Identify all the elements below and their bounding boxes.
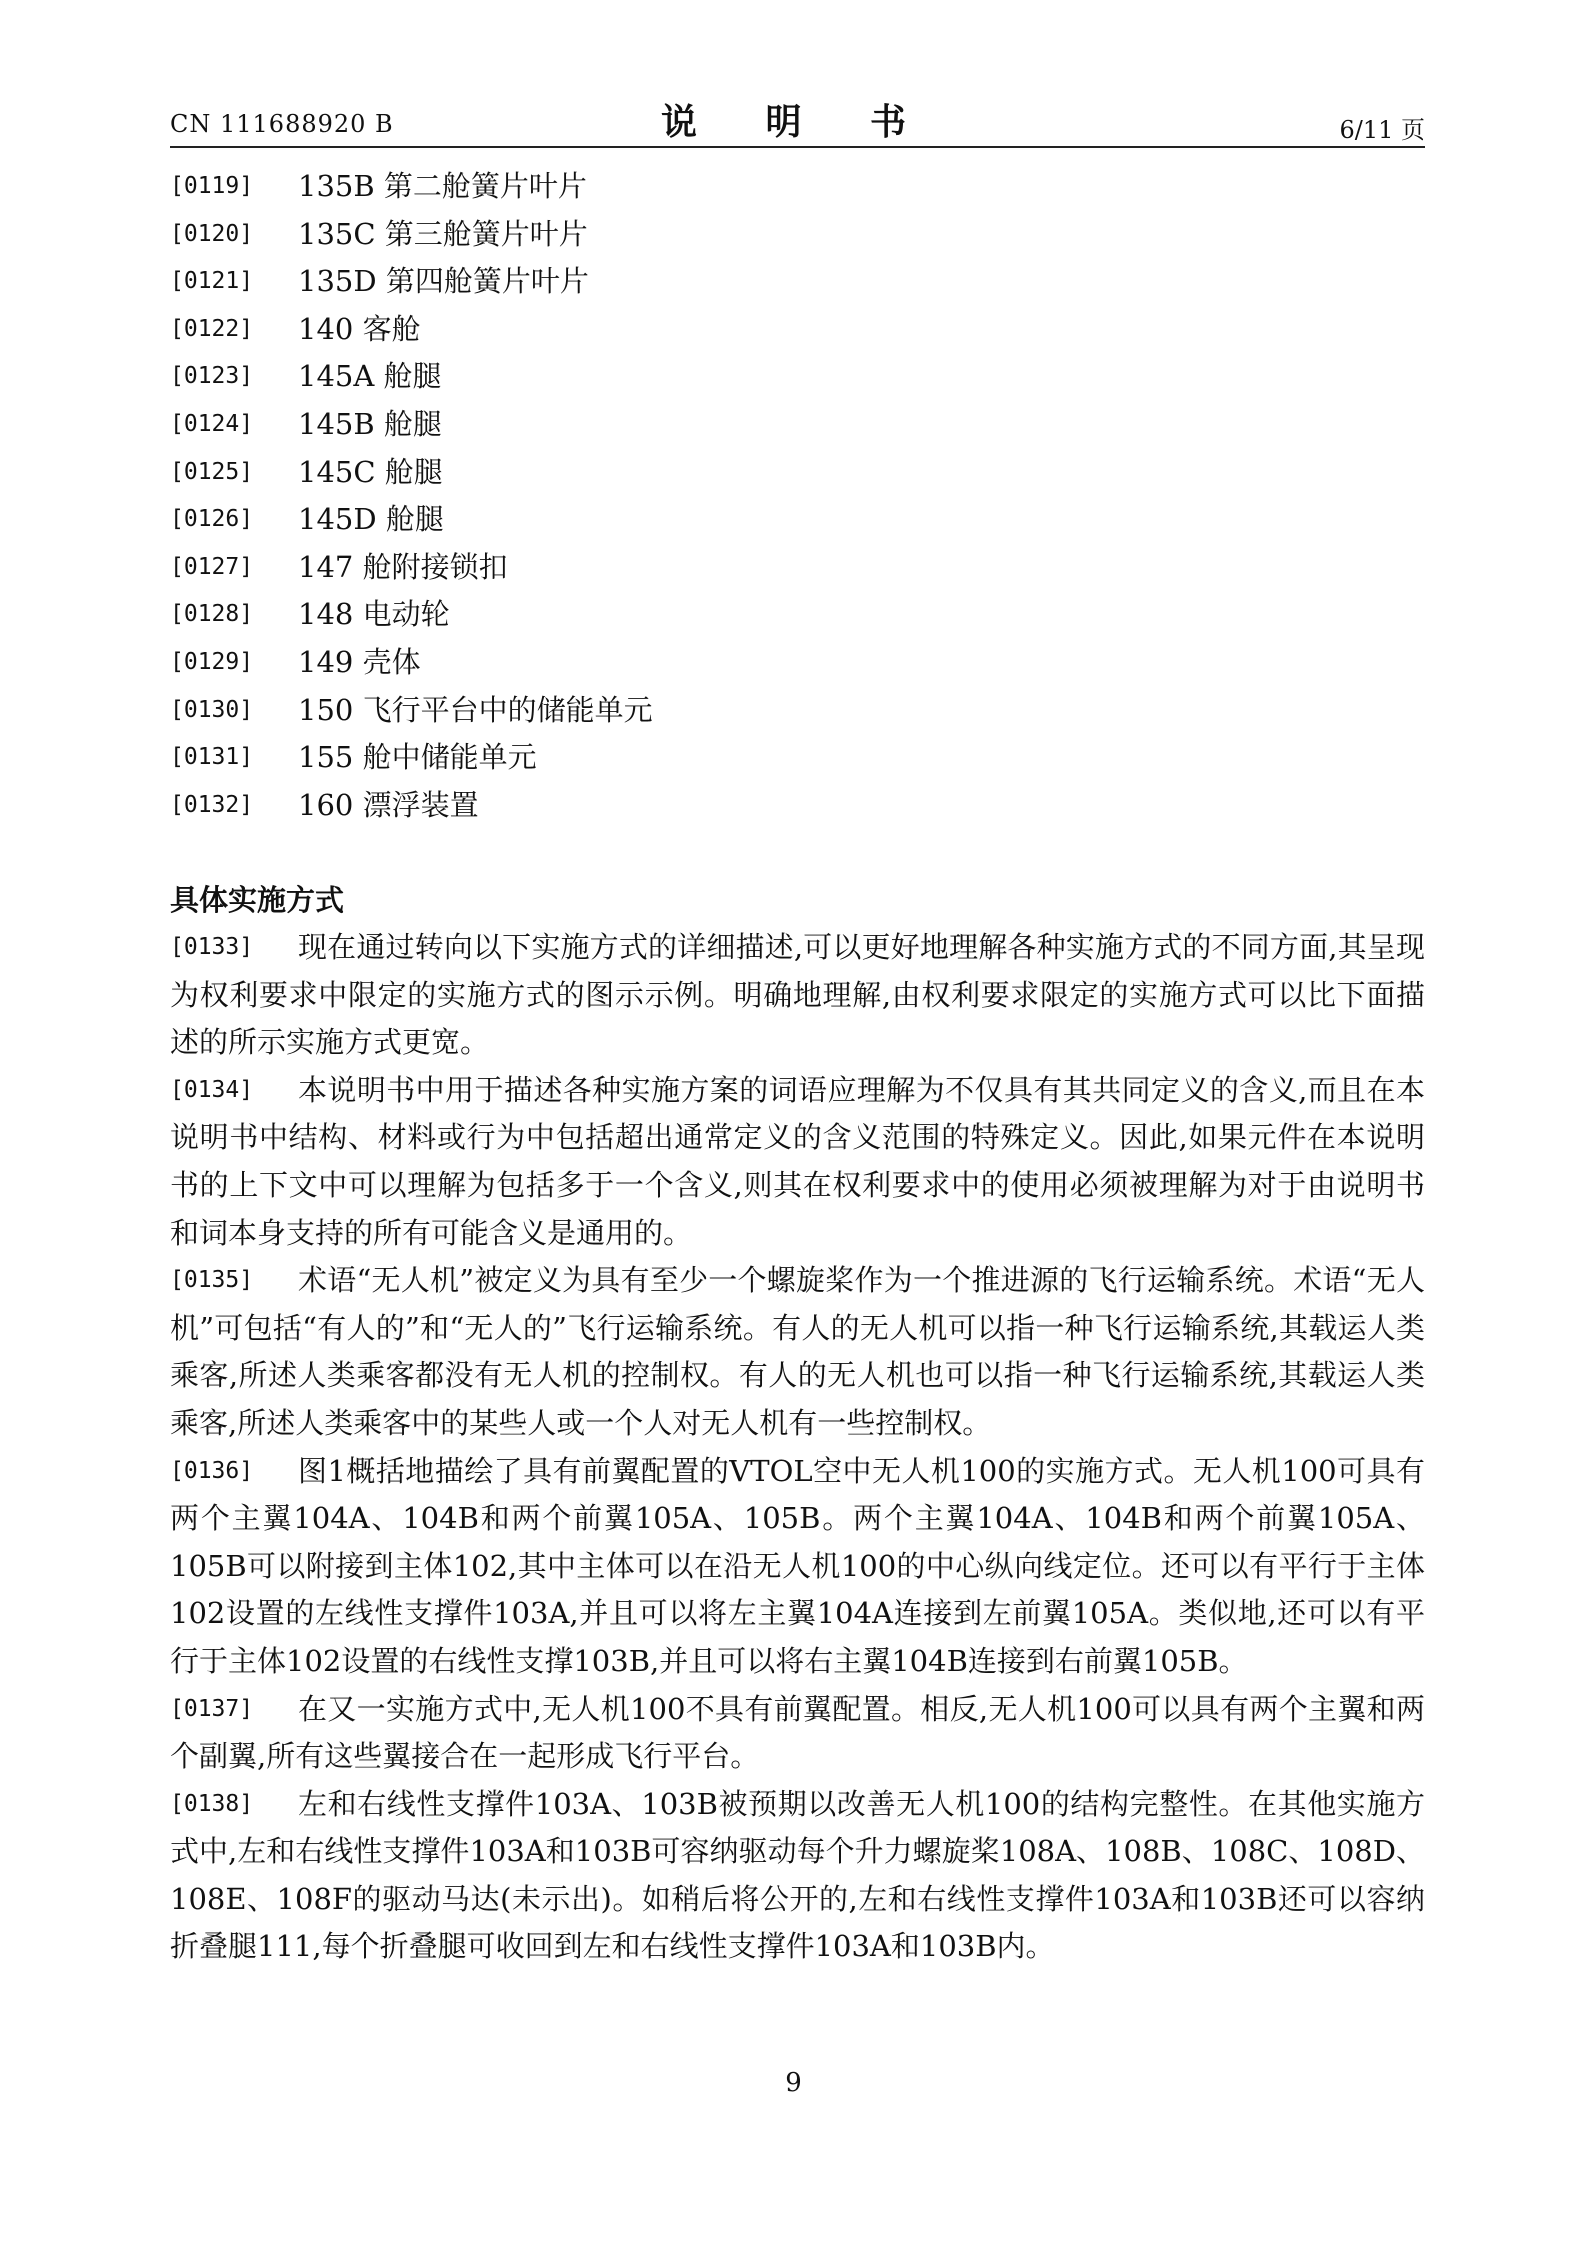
paragraph-text: 现在通过转向以下实施方式的详细描述,可以更好地理解各种实施方式的不同方面,其呈现为权利要求中限定的实施方式的图示示例。明确地理解,由权利要求限定的实施方式可以比下面描述的所示实施方式更宽。 [170,930,1425,1060]
paragraph-text: 本说明书中用于描述各种实施方案的词语应理解为不仅具有其共同定义的含义,而且在本说明书中结构、材料或行为中包括超出通常定义的含义范围的特殊定义。因此,如果元件在本说明书的上下文中可以理解为包括多于一个含义,则其在权利要求中的使用必须被理解为对于由说明书和词本身支持的所有可能含义是通用的。 [170,1072,1425,1250]
list-item-text: 145B 舱腿 [298,406,442,441]
list-item [170,449,1425,497]
list-item-text: 140 客舱 [298,311,421,346]
paragraph-number: [0123] [170,363,254,390]
paragraph-number: [0121] [170,268,254,295]
paragraph-number: [0124] [170,410,254,437]
list-item [170,211,1425,259]
paragraph-number: [0126] [170,506,254,533]
paragraph [170,924,1425,1067]
header-divider [170,146,1425,148]
paragraph-text: 术语“无人机”被定义为具有至少一个螺旋桨作为一个推进源的飞行运输系统。术语“无人机”可包括“有人的”和“无人的”飞行运输系统。有人的无人机可以指一种飞行运输系统,其载运人类乘客,所述人类乘客都没有无人机的控制权。有人的无人机也可以指一种飞行运输系统,其载运人类乘客,所述人类乘客中的某些人或一个人对无人机有一些控制权。 [170,1263,1425,1440]
paragraph-text: 在又一实施方式中,无人机100不具有前翼配置。相反,无人机100可以具有两个主翼和两个副翼,所有这些翼接合在一起形成飞行平台。 [170,1691,1425,1774]
list-item-text: 149 壳体 [298,644,421,679]
list-item [170,353,1425,401]
paragraph-number: [0138] [170,1790,254,1817]
list-item [170,687,1425,735]
paragraph-number: [0135] [170,1267,254,1294]
list-item-text: 145A 舱腿 [298,359,442,394]
list-item [170,163,1425,211]
paragraph-text: 左和右线性支撑件103A、103B被预期以改善无人机100的结构完整性。在其他实施方式中,左和右线性支撑件103A和103B可容纳驱动每个升力螺旋桨108A、108B、108C、108D、108E、108F的驱动马达(未示出)。如稍后将公开的,左和右线性支撑件103A和103B还可以容纳折叠腿111,每个折叠腿可收回到左和右线性支撑件103A和103B内。 [170,1786,1425,1964]
paragraph [170,1257,1425,1447]
paragraph [170,1686,1425,1781]
list-item [170,639,1425,687]
paragraph-number: [0130] [170,696,254,723]
list-item-text: 145C 舱腿 [298,454,443,489]
description-body [170,924,1425,1971]
list-item [170,258,1425,306]
list-item [170,782,1425,830]
list-item [170,401,1425,449]
list-item-text: 160 漂浮装置 [298,787,479,822]
list-item [170,306,1425,354]
page-indicator: 6/11 页 [1339,116,1425,144]
paragraph-number: [0127] [170,553,254,580]
list-item-text: 148 电动轮 [298,597,450,632]
paragraph [170,1448,1425,1686]
paragraph-number: [0128] [170,601,254,628]
paragraph-number: [0137] [170,1695,254,1722]
list-item [170,734,1425,782]
paragraph-text: 图1概括地描绘了具有前翼配置的VTOL空中无人机100的实施方式。无人机100可具有两个主翼104A、104B和两个前翼105A、105B。两个主翼104A、104B和两个前翼105A、105B可以附接到主体102,其中主体可以在沿无人机100的中心纵向线定位。还可以有平行于主体102设置的左线性支撑件103A,并且可以将左主翼104A连接到左前翼105A。类似地,还可以有平行于主体102设置的右线性支撑103B,并且可以将右主翼104B连接到右前翼105B。 [170,1453,1425,1678]
list-item-text: 135D 第四舱簧片叶片 [298,264,589,299]
paragraph-number: [0131] [170,744,254,771]
list-item [170,496,1425,544]
list-item-text: 155 舱中储能单元 [298,740,537,775]
list-item-text: 145D 舱腿 [298,502,444,537]
reference-numeral-list [170,163,1425,829]
paragraph-number: [0120] [170,220,254,247]
list-item-text: 135C 第三舱簧片叶片 [298,216,588,251]
list-item-text: 147 舱附接锁扣 [298,549,508,584]
paragraph-number: [0119] [170,173,254,199]
paragraph-number: [0125] [170,458,254,485]
section-heading: 具体实施方式 [170,883,345,917]
paragraph-number: [0134] [170,1076,254,1103]
page-header [170,92,1425,142]
paragraph-number: [0129] [170,648,254,675]
list-item [170,591,1425,639]
list-item-text: 150 飞行平台中的储能单元 [298,692,653,727]
paragraph-number: [0132] [170,791,254,818]
document-title: 说 明 书 [660,102,935,143]
paragraph-number: [0133] [170,934,254,960]
paragraph [170,1781,1425,1971]
page-number: 9 [785,2068,802,2098]
paragraph-number: [0136] [170,1457,254,1484]
paragraph-number: [0122] [170,315,254,342]
list-item [170,544,1425,592]
paragraph [170,1067,1425,1257]
publication-number: CN 111688920 B [170,110,394,138]
list-item-text: 135B 第二舱簧片叶片 [298,169,587,203]
